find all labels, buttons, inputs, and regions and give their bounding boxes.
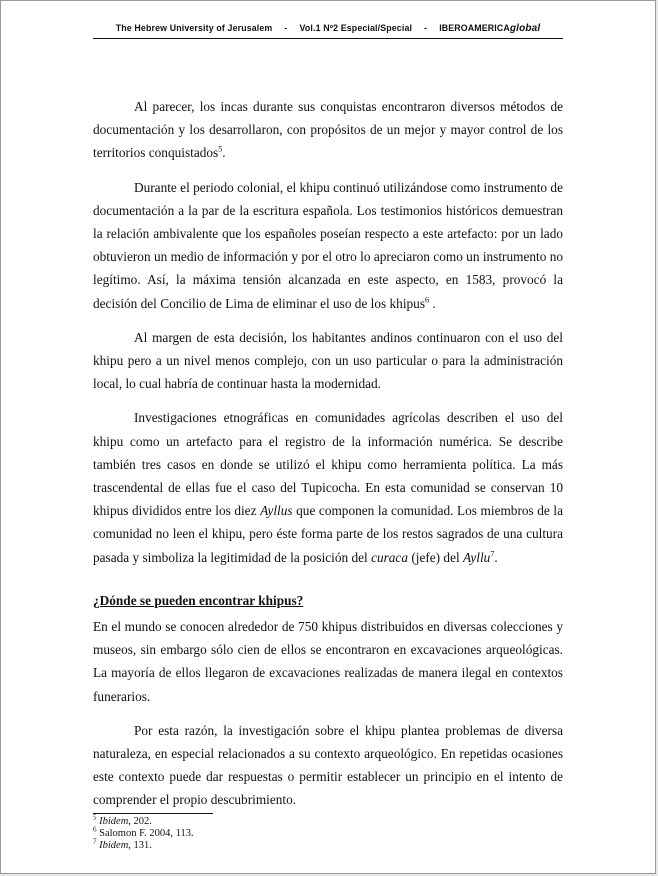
header-brand: IBEROAMERICA	[439, 23, 510, 33]
body-text-upper	[93, 95, 563, 569]
paragraph-4-text-c: (jefe) del	[408, 549, 463, 565]
body-text-lower	[93, 615, 563, 812]
footnote-ref-5: 5	[218, 144, 223, 154]
paragraph-4-end: .	[494, 549, 498, 565]
footnote-6: $^6$ Salomon F. 2004, 113.	[93, 825, 194, 839]
term-ayllu: Ayllu	[463, 549, 491, 565]
term-curaca: curaca	[371, 549, 408, 565]
footnote-ref-7: 7	[490, 549, 495, 559]
header-brand-italic: global	[509, 23, 541, 34]
header-rule	[93, 38, 563, 39]
paragraph-1-text: Al parecer, los incas durante sus conquistas encontraron diversos métodos de documentación y los desarrollaron, con propósitos de un mejor y mayor control de los territorios conquistados	[93, 99, 563, 161]
term-ayllus: Ayllus	[260, 503, 293, 519]
paragraph-3-text: Al margen de esta decisión, los habitantes andinos continuaron con el uso del khipu pero a un nivel menos complejo, con un uso particular o para la administración local, lo cual habría de continuar hasta la modernidad.	[93, 329, 563, 392]
header-institution: The Hebrew University of Jerusalem	[115, 23, 273, 33]
footnote-ref-6: 6	[425, 295, 429, 305]
paragraph-2-text: Durante el periodo colonial, el khipu continuó utilizándose como instrumento de documentación a la par de la escritura española. Los testimonios históricos demuestran la relación ambivalente que los españoles poseían respecto a este artefacto: por un lado obtuvieron un medio de información y por el otro lo apreciaron como un instrumento no legítimo. Así, la máxima tensión alcanzada en este aspecto, en 1583, provocó la decisión del Concilio de Lima de eliminar el uso de los khipus	[93, 179, 563, 311]
paragraph-6: Por esta razón, la investigación sobre el khipu plantea problemas de diversa naturaleza, en especial relacionados a su contexto arqueológico. En repetidas ocasiones este contexto puede dar respuestas o permitir establecer un principio en el intento de comprender el propio descubrimiento.	[93, 722, 563, 808]
running-header	[93, 23, 563, 34]
footnote-7: $^7$ Ibidem, 131.	[93, 837, 152, 851]
paragraph-2-tail: .	[429, 295, 436, 311]
paragraph-5: En el mundo se conocen alrededor de 750 khipus distribuidos en diversas colecciones y museos, sin embargo sólo cien de ellos se encontraron en excavaciones arqueológicas. La mayoría de ellos llegaron de excavaciones realizadas de manera ilegal en contextos funerarios.	[93, 619, 563, 704]
header-separator-2: -	[424, 23, 428, 33]
paragraph-3	[93, 326, 563, 396]
header-volume: Vol.1 Nº2 Especial/Special	[299, 23, 413, 33]
footnotes	[93, 813, 563, 851]
paragraph-2	[93, 176, 563, 315]
section-heading: ¿Dónde se pueden encontrar khipus?	[93, 593, 304, 608]
paragraph-4-text-a: Investigaciones etnográficas en comunidades agrícolas describen el uso del khipu como un artefacto para el registro de la información numérica. Se describe también tres casos en donde se utilizó el khipu como herramienta política. La más trascendental de ellas fue el caso del Tupicocha. En esta comunidad se conservan 10 khipus divididos entre los diez	[93, 410, 563, 519]
footnote-5: $^5$ Ibidem, 202.	[93, 813, 152, 827]
header-separator: -	[284, 23, 288, 33]
paragraph-1: Al parecer, los incas durante sus conquistas encontraron diversos métodos de documentación y los desarrollaron, con propósitos de un mejor y mayor control de los territorios conquistados$^5$.	[93, 99, 563, 161]
paragraph-4	[93, 406, 563, 568]
paragraph-4-text-b: que componen la comunidad. Los miembros de la comunidad no leen el khipu, pero éste forma parte de los restos sagrados de una cultura pasada y simboliza la legitimidad de la posición del	[93, 503, 563, 565]
footnote-rule	[93, 813, 213, 814]
